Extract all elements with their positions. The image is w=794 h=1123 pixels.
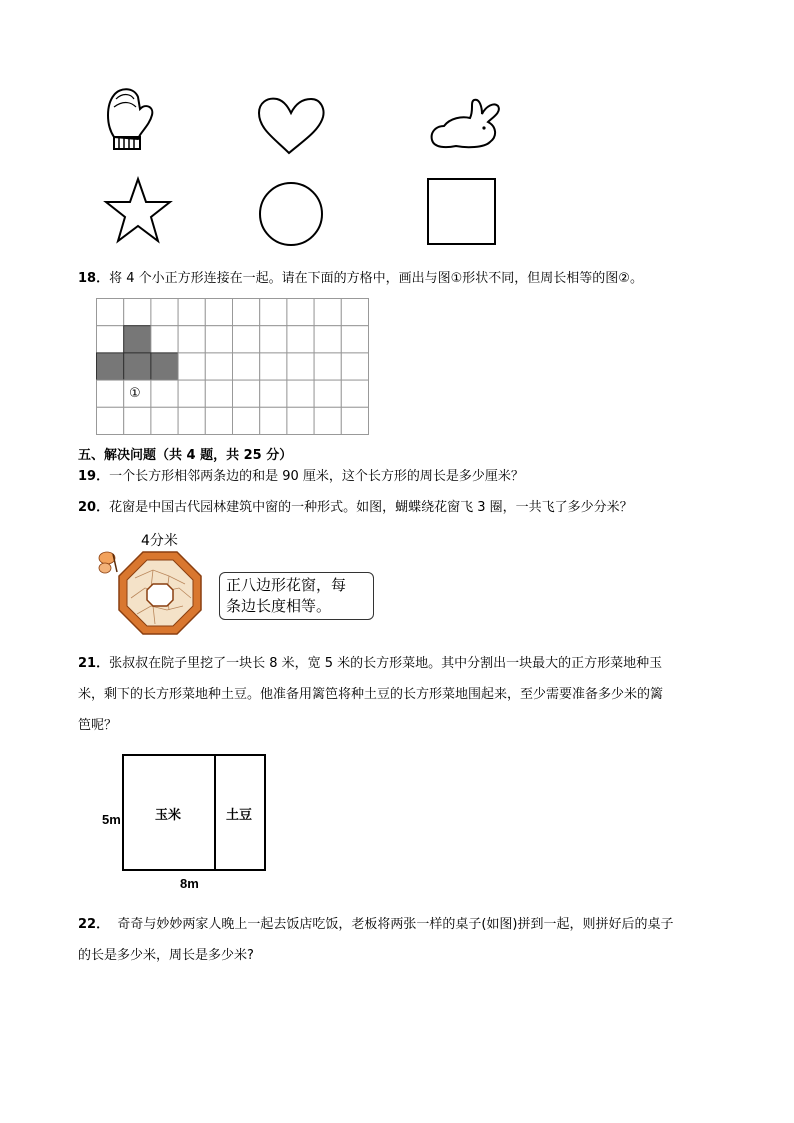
grid-cell [260, 353, 287, 380]
grid-cell [287, 326, 314, 353]
grid-cell [314, 353, 341, 380]
grid-cell [287, 380, 314, 407]
question-text: 一个长方形相邻两条边的和是 90 厘米，这个长方形的周长是多少厘米？ [109, 469, 524, 484]
question-number: 19． [78, 469, 110, 484]
grid-cell [151, 326, 178, 353]
grid-cell [205, 380, 232, 407]
grid-cell [97, 407, 124, 434]
octagon-window [95, 548, 215, 648]
grid-cell [341, 353, 368, 380]
star-icon [103, 176, 173, 244]
grid-cell [178, 326, 205, 353]
question-20 [78, 500, 633, 516]
grid-cell [151, 407, 178, 434]
grid-cell [233, 299, 260, 326]
grid-cell [260, 299, 287, 326]
question-number: 22． [78, 917, 110, 932]
grid-cell [97, 299, 124, 326]
grid-cell [260, 380, 287, 407]
grid-cell [97, 380, 124, 407]
grid-cell [314, 380, 341, 407]
figure-1-marker: ① [129, 386, 141, 401]
bubble-line: 正八边形花窗，每 [226, 576, 347, 594]
width-label: 5m [102, 812, 121, 827]
potato-label: 土豆 [226, 807, 253, 822]
grid-cell [233, 407, 260, 434]
grid-cell [124, 299, 151, 326]
question-number: 18． [78, 271, 110, 286]
heart-icon [255, 95, 327, 159]
filled-square [124, 353, 151, 380]
grid-cell [314, 326, 341, 353]
square-grid [96, 298, 371, 442]
square-icon [426, 177, 498, 247]
filled-square [124, 326, 151, 353]
grid-cell [205, 353, 232, 380]
grid-cell [287, 299, 314, 326]
question-22-line2: 的长是多少米，周长是多少米? [78, 948, 254, 963]
grid-cell [124, 407, 151, 434]
grid-cell [260, 326, 287, 353]
question-22 [78, 917, 674, 933]
grid-cell [260, 407, 287, 434]
question-text: 张叔叔在院子里挖了一块长 8 米，宽 5 米的长方形菜地。其中分割出一块最大的正方形菜地种玉 [109, 656, 663, 671]
question-21-line2: 米，剩下的长方形菜地种土豆。他准备用篱笆将种土豆的长方形菜地围起来，至少需要准备多少米的篱 [78, 687, 664, 702]
grid-cell [205, 326, 232, 353]
question-18 [78, 271, 643, 287]
mitten-icon [100, 85, 160, 155]
grid-cell [178, 407, 205, 434]
grid-cell [287, 353, 314, 380]
filled-square [151, 353, 178, 380]
length-label: 8m [180, 876, 199, 891]
corn-label: 玉米 [155, 807, 182, 822]
grid-cell [151, 380, 178, 407]
grid-cell [151, 299, 178, 326]
grid-cell [314, 407, 341, 434]
grid-cell [178, 353, 205, 380]
question-text: 奇奇与妙妙两家人晚上一起去饭店吃饭，老板将两张一样的桌子(如图)拼到一起，则拼好后的桌子 [109, 917, 674, 932]
grid-cell [341, 407, 368, 434]
circle-icon [257, 180, 325, 248]
question-19 [78, 469, 524, 485]
section-title: 五、解决问题（共 4 题，共 25 分） [78, 448, 293, 463]
grid-cell [97, 326, 124, 353]
question-text: 将 4 个小正方形连接在一起。请在下面的方格中，画出与图①形状不同，但周长相等的图②。 [109, 271, 643, 286]
speech-bubble [219, 572, 374, 620]
grid-cell [233, 380, 260, 407]
grid-cell [233, 353, 260, 380]
grid-cell [287, 407, 314, 434]
question-number: 20． [78, 500, 110, 515]
grid-cell [341, 380, 368, 407]
grid-cell [205, 299, 232, 326]
side-length-label: 4分米 [141, 533, 178, 549]
grid-cell [178, 380, 205, 407]
butterfly-icon [99, 552, 117, 573]
question-21 [78, 656, 662, 672]
grid-cell [178, 299, 205, 326]
grid-cell [233, 326, 260, 353]
question-21-line3: 笆呢？ [78, 718, 118, 733]
garden-diagram [100, 752, 280, 892]
question-text: 花窗是中国古代园林建筑中窗的一种形式。如图，蝴蝶绕花窗飞 3 圈，一共飞了多少分米？ [109, 500, 633, 515]
grid-cell [205, 407, 232, 434]
bubble-line: 条边长度相等。 [226, 597, 332, 615]
question-number: 21． [78, 656, 110, 671]
grid-cell [314, 299, 341, 326]
flower-window-figure [95, 528, 385, 648]
filled-square [97, 353, 124, 380]
grid-cell [341, 326, 368, 353]
rabbit-icon [426, 96, 506, 154]
grid-cell [341, 299, 368, 326]
